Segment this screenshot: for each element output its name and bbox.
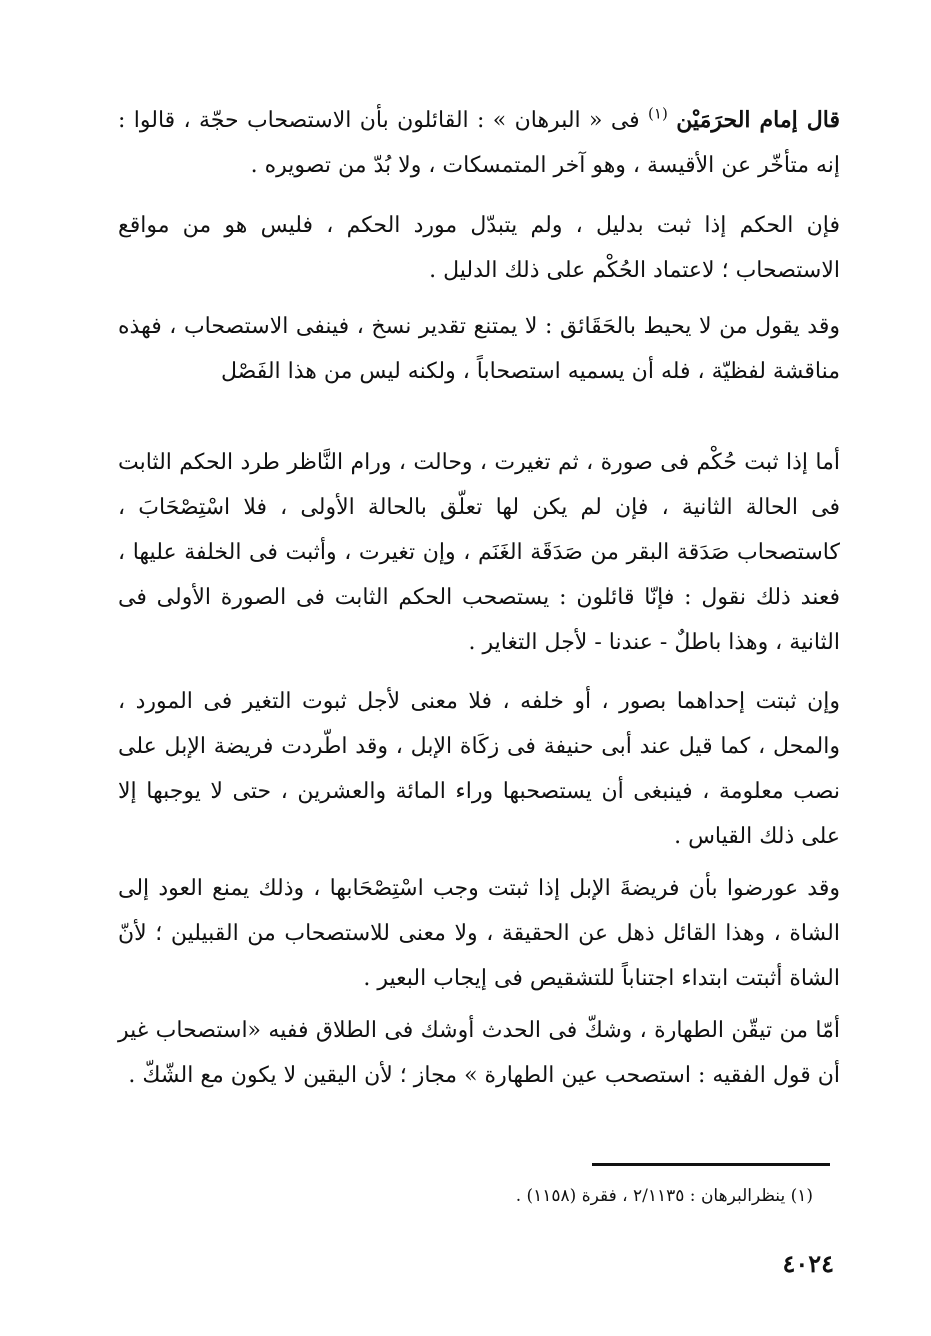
paragraph-5-text: وإن ثبتت إحداهما بصور ، أو خلفه ، فلا معنى لأجل ثبوت التغير فى المورد ، والمحل ، كما قيل عند أبى حنيفة فى زكَاة الإبل ، وقد اطّردت فريضة الإبل على نصب معلومة ، فينبغى أن يستصحبها وراء المائة والعشرين ، حتى لا يوجبها إلا على ذلك القياس . [118,689,840,849]
paragraph-4-text: أما إذا ثبت حُكْم فى صورة ، ثم تغيرت ، وحالت ، ورام النَّاظر طرد الحكم الثابت فى الحالة الثانية ، فإن لم يكن لها تعلّق بالحالة الأولى ، فلا اسْتِصْحَابَ ، كاستصحاب صَدَقة البقر من صَدَقَة الغَنَم ، وإن تغيرت ، وأثبت فى الخلفة عليها ، فعند ذلك نقول : فإنّا قائلون : يستصحب الحكم الثابت فى الصورة الأولى فى الثانية ، وهذا باطلٌ - عندنا - لأجل التغاير . [118,450,840,655]
page-number: ٤٠٢٤ [782,1249,834,1278]
paragraph-2 [118,203,840,293]
paragraph-1 [118,98,840,188]
paragraph-4 [118,440,840,665]
paragraph-7-text: أمّا من تيقّن الطهارة ، وشكّ فى الحدث أوشك فى الطلاق ففيه «استصحاب غير أن قول الفقيه : استصحب عين الطهارة » مجاز ؛ لأن اليقين لا يكون مع الشّكّ . [118,1018,840,1088]
footnote-separator [592,1163,830,1166]
paragraph-5 [118,679,840,859]
paragraph-6 [118,866,840,1001]
paragraph-1-lead: قال إمام الحرَمَيْن [676,107,840,133]
paragraph-6-text: وقد عورضوا بأن فريضةَ الإبل إذا ثبتت وجب اسْتِصْحَابها ، وذلك يمنع العود إلى الشاة ، وهذا القائل ذهل عن الحقيقة ، ولا معنى للاستصحاب من القبيلين ؛ لأنّ الشاة أثبتت ابتداء اجتناباً للتشقيص فى إيجاب البعير . [118,876,840,991]
paragraph-3 [118,304,840,394]
paragraph-7 [118,1008,840,1098]
paragraph-3-text: وقد يقول من لا يحيط بالحَقَائق : لا يمتنع تقدير نسخ ، فينفى الاستصحاب ، فهذه مناقشة لفظيّة ، فله أن يسميه استصحاباً ، ولكنه ليس من هذا الفَصْل [118,314,840,384]
footnote: (١) ينظرالبرهان : ٢/١١٣٥ ، فقرة (١١٥٨) . [515,1186,813,1206]
paragraph-2-text: فإن الحكم إذا ثبت بدليل ، ولم يتبدّل مورد الحكم ، فليس هو من مواقع الاستصحاب ؛ لاعتماد الحُكْم على ذلك الدليل . [118,213,840,283]
paragraph-1-text: فى « البرهان » : القائلون بأن الاستصحاب حجّة ، قالوا : إنه متأخّر عن الأقيسة ، وهو آخر المتمسكات ، ولا بُدّ من تصويره . [118,108,840,178]
footnote-marker: (١) [648,104,668,123]
